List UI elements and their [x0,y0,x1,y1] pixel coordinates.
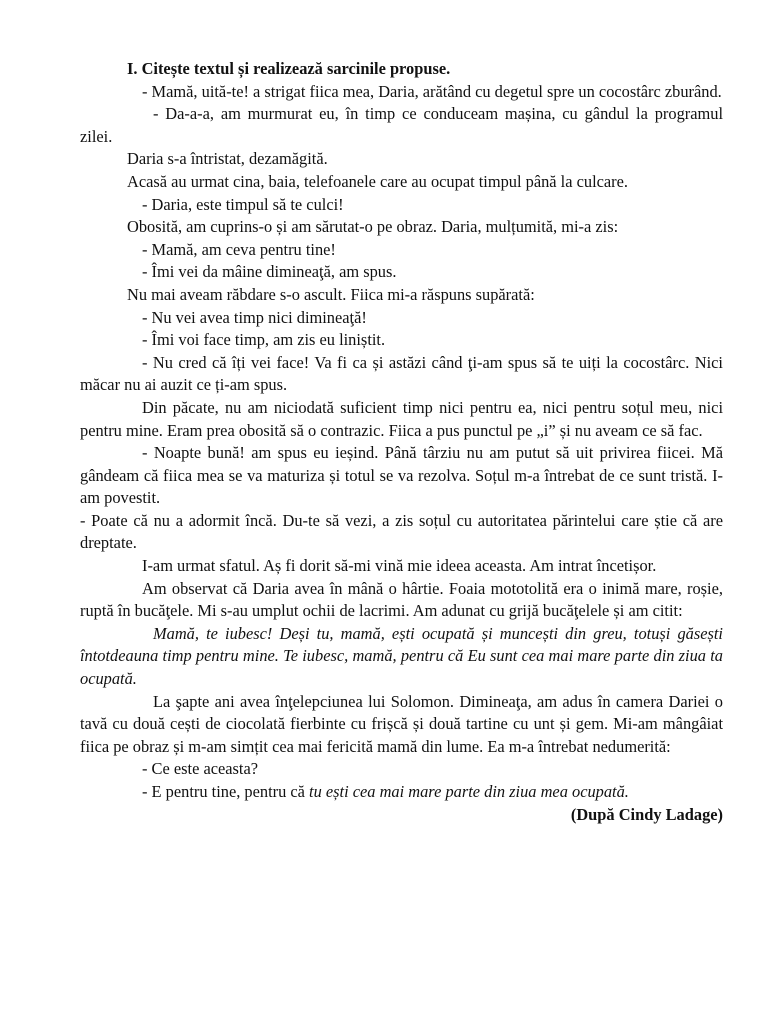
paragraph: - Da-a-a, am murmurat eu, în timp ce conduceam mașina, cu gândul la programul zilei. [80,104,723,146]
paragraph: Acasă au urmat cina, baia, telefoanele care au ocupat timpul până la culcare. [127,171,629,191]
paragraph: Obosită, am cuprins-o și am sărutat-o pe obraz. Daria, mulțumită, mi-a zis: [127,217,619,237]
document-page [80,58,723,826]
paragraph: - Poate că nu a adormit încă. Du-te să vezi, a zis soțul cu autoritatea părintelui care știe că are dreptate. [80,510,723,553]
dialogue-line: - Mamă, am ceva pentru tine! [142,239,336,259]
dialogue-line: - Nu vei avea timp nici dimineaţă! [142,307,367,327]
paragraph: - Noapte bună! am spus eu ieșind. Până târziu nu am putut să uit privirea fiicei. Mă gândeam că fiica mea se va maturiza și totul se va rezolva. Soțul m-a întrebat de ce sunt tristă. I-am povestit. [80,443,723,508]
paragraph: Daria s-a întristat, dezamăgită. [127,149,328,169]
paragraph: - Mamă, uită-te! a strigat fiica mea, Daria, arătând cu degetul spre un cocostârc zburând. [142,81,722,101]
final-line-italic: tu ești cea mai mare parte din ziua mea ocupată. [309,782,629,801]
paragraph: Nu mai aveam răbdare s-o ascult. Fiica mi-a răspuns supărată: [127,284,535,304]
task-title: I. Citește textul și realizează sarcinile propuse. [127,59,451,78]
paragraph: Din păcate, nu am niciodată suficient timp nici pentru ea, nici pentru soțul meu, nici pentru mine. Eram prea obosită să o contrazic. Fiica a pus punctul pe „i” și nu aveam ce să fac. [80,397,723,440]
source-attribution: (După Cindy Ladage) [570,804,723,824]
dialogue-line: - Ce este aceasta? [142,759,259,779]
paragraph: Am observat că Daria avea în mână o hârtie. Foaia mototolită era o inimă mare, roșie, ruptă în bucăţele. Mi s-au umplut ochii de lacrimi. Am adunat cu grijă bucăţelele și am citit: [80,578,723,621]
paragraph: La şapte ani avea înţelepciunea lui Solomon. Dimineaţa, am adus în camera Dariei o tavă cu două cești de ciocolată fierbinte cu frișcă și două tartine cu unt și gem. Mi-am mângâiat fiica pe obraz și m-am simțit cea mai fericită mamă din lume. Ea m-a întrebat nedumerită: [80,691,723,756]
dialogue-line: - Îmi voi face timp, am zis eu liniștit. [142,330,386,350]
paragraph: - Nu cred că îți vei face! Va fi ca și astăzi când ţi-am spus să te uiți la cocostârc. Nici măcar nu ai auzit ce ți-am spus. [80,352,723,395]
dialogue-line: - Daria, este timpul să te culci! [142,194,344,214]
paragraph: I-am urmat sfatul. Aș fi dorit să-mi vină mie ideea aceasta. Am intrat încetișor. [142,556,657,576]
final-line-prefix: - E pentru tine, pentru că [142,782,310,801]
letter-quote: Mamă, te iubesc! Deși tu, mamă, ești ocupată și muncești din greu, totuși găsești întotdeauna timp pentru mine. Te iubesc, mamă, pentru că Eu sunt cea mai mare parte din ziua ta ocupată. [80,623,723,689]
dialogue-line: - Îmi vei da mâine dimineaţă, am spus. [142,262,397,282]
dialogue-line-final [80,781,723,804]
